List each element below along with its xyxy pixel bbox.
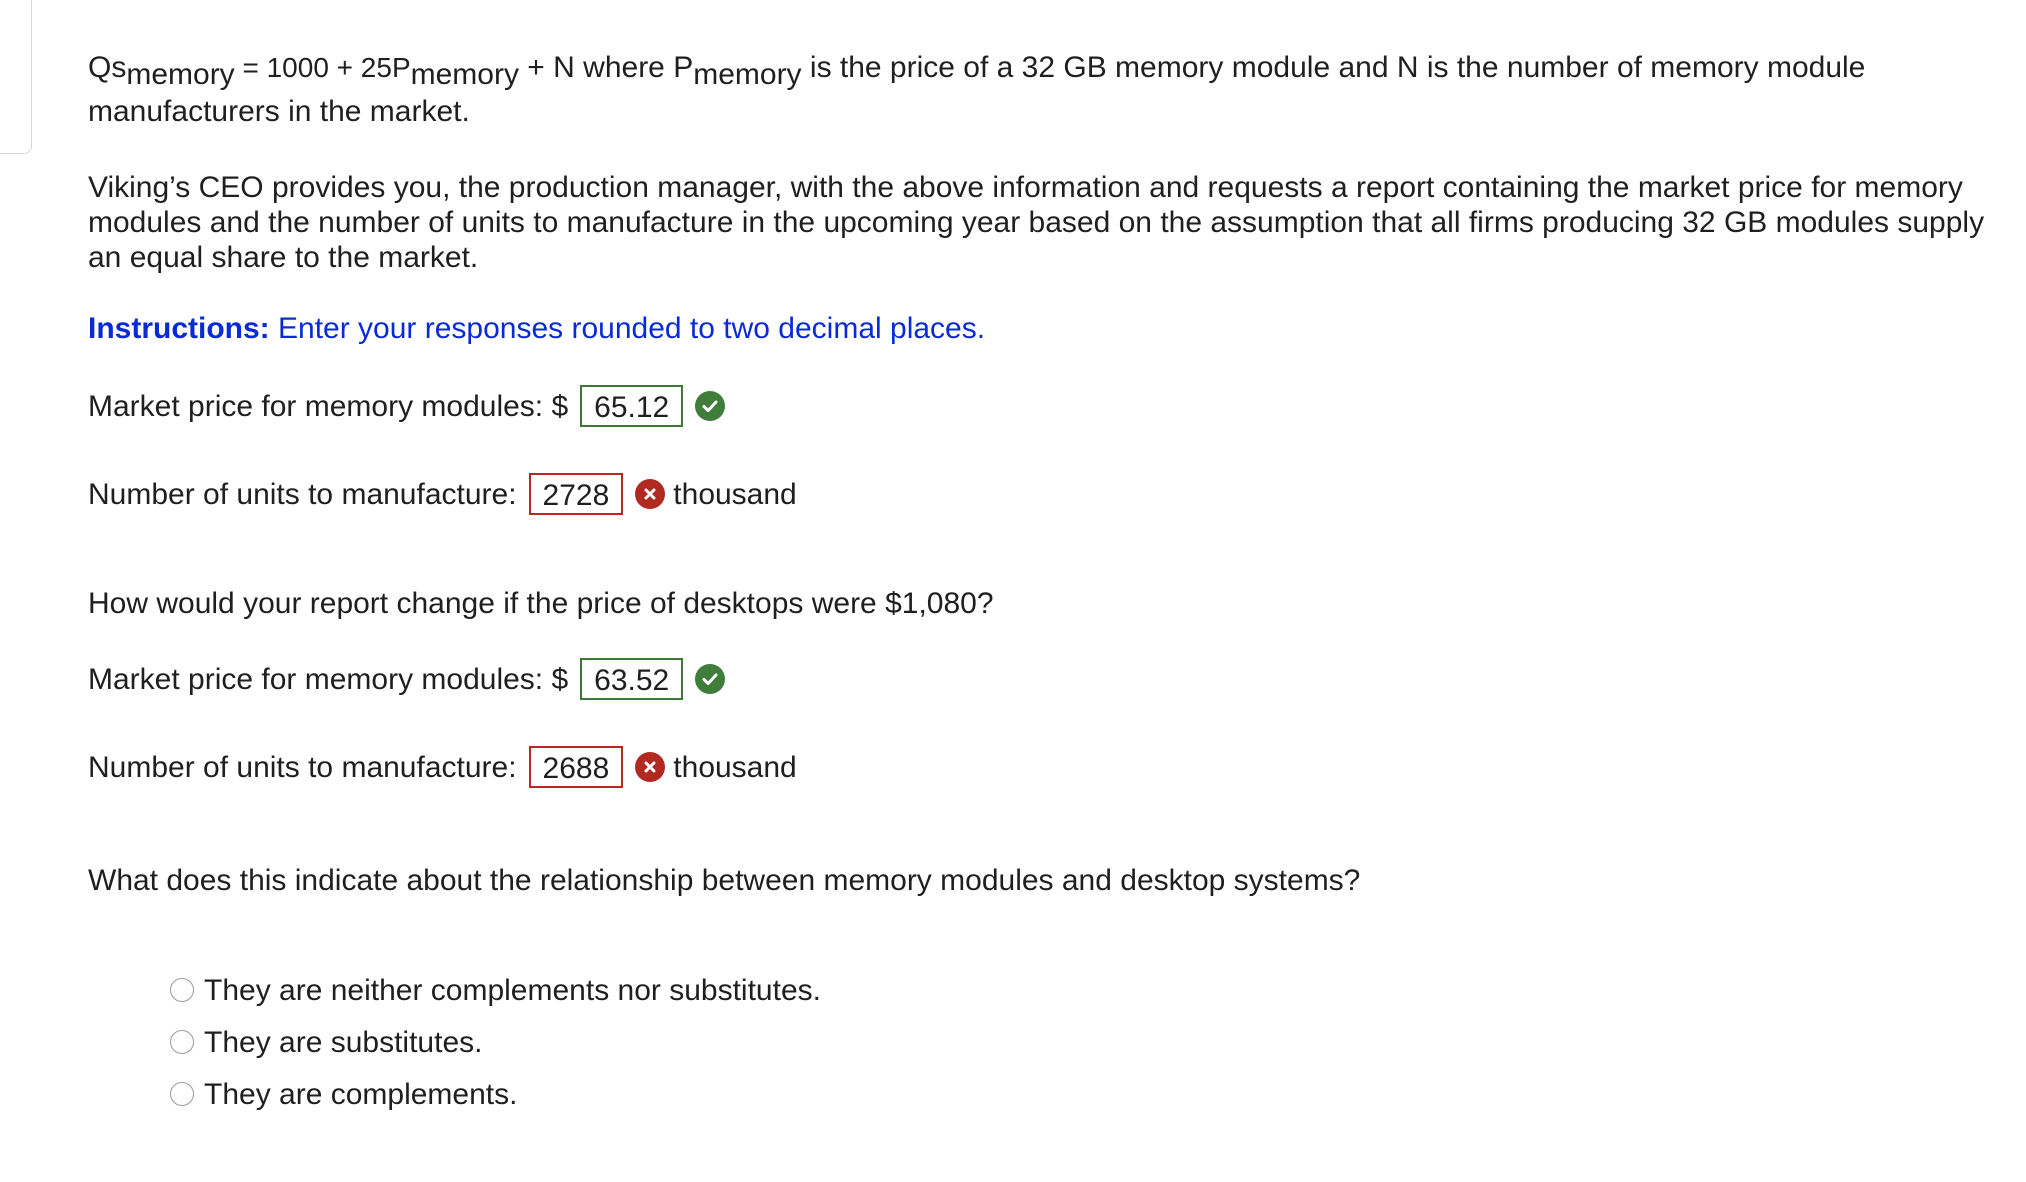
x-circle-icon [635, 479, 665, 509]
check-circle-icon [695, 664, 725, 694]
units-row-1 [88, 472, 1988, 516]
demand-equation [88, 46, 1988, 134]
eq-tail: + N where P [518, 51, 694, 84]
answer-options [170, 964, 1988, 1120]
market-price-input-1[interactable]: 65.12 [580, 385, 683, 427]
option-label: They are substitutes. [204, 1025, 483, 1059]
market-price-row-1 [88, 384, 1988, 428]
units-row-2 [88, 745, 1988, 789]
question-desktop-price: How would your report change if the price of desktops were $1,080? [88, 587, 994, 620]
market-price-label: Market price for memory modules: $ [88, 389, 569, 423]
units-input-1[interactable]: 2728 [529, 473, 624, 515]
option-label: They are neither complements nor substitutes. [204, 973, 821, 1007]
market-price-row-2 [88, 657, 1988, 701]
question-content [88, 46, 1988, 1120]
radio-button[interactable] [170, 1030, 194, 1054]
option-label: They are complements. [204, 1077, 518, 1111]
units-label: Number of units to manufacture: [88, 477, 517, 511]
instructions [88, 311, 1988, 346]
question-relationship: What does this indicate about the relationship between memory modules and desktop systems? [88, 864, 1361, 897]
scenario-paragraph: Viking’s CEO provides you, the production manager, with the above information and requests a report containing the market price for memory modules and the number of units to manufacture in the upcoming year based on the assumption that all firms producing 32 GB modules supply an equal share to the market. [88, 171, 1985, 274]
market-price-label: Market price for memory modules: $ [88, 662, 569, 696]
eq-p2-subscript: memory [693, 58, 802, 91]
radio-button[interactable] [170, 978, 194, 1002]
eq-rest: is the price of a 32 GB memory module and N is the number of memory module manufacturers in the market. [88, 51, 1866, 128]
x-circle-icon [635, 752, 665, 782]
side-panel-tab[interactable] [0, 0, 32, 154]
units-unit: thousand [673, 477, 797, 511]
instructions-text: Enter your responses rounded to two decimal places. [269, 312, 986, 345]
units-label: Number of units to manufacture: [88, 750, 517, 784]
option-neither[interactable] [170, 964, 1988, 1016]
units-input-2[interactable]: 2688 [529, 746, 624, 788]
instructions-label: Instructions: [88, 312, 270, 345]
option-substitutes[interactable] [170, 1016, 1988, 1068]
units-unit: thousand [673, 750, 797, 784]
eq-q-subscript: memory [126, 58, 235, 91]
eq-q: Qs [88, 51, 127, 84]
eq-p-subscript: memory [410, 58, 519, 91]
check-circle-icon [695, 391, 725, 421]
market-price-input-2[interactable]: 63.52 [580, 658, 683, 700]
option-complements[interactable] [170, 1068, 1988, 1120]
radio-button[interactable] [170, 1082, 194, 1106]
eq-mid: = 1000 + 25P [234, 52, 411, 83]
